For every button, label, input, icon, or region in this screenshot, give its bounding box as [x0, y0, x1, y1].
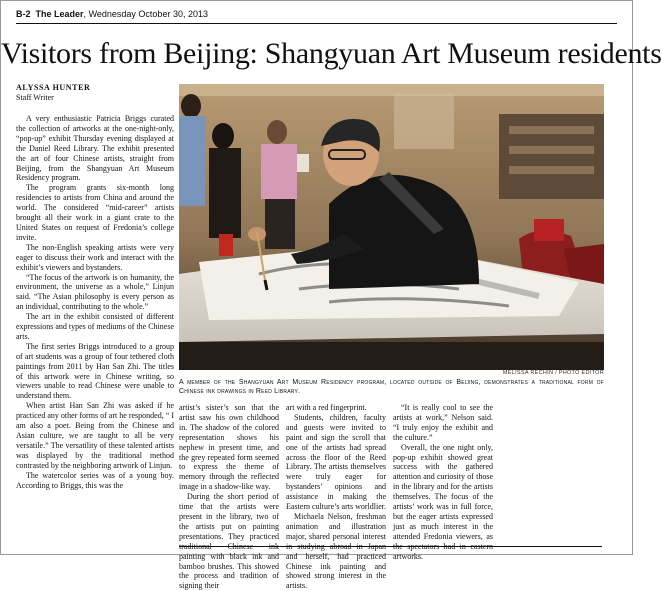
photo-caption: A member of the Shangyuan Art Museum Residency program, located outside of Beijing, demonstrates a traditional form of Chinese ink drawings in Reed Library.: [179, 379, 604, 395]
news-photo: [179, 84, 604, 370]
page-number: B-2: [16, 9, 31, 19]
paragraph: art with a red fingerprint.: [286, 403, 367, 412]
paragraph: Michaela Nelson, freshman animation and illustration major, shared personal interest in studying abroad in Japan and herself, had practiced Chinese ink painting and showed strong interest in the artists.: [286, 511, 386, 591]
page-folio: B-2 The Leader, Wednesday October 30, 2013: [16, 9, 208, 19]
paragraph: The non-English speaking artists were very eager to discuss their work and interact with the exhibit’s viewers and bystanders.: [16, 242, 174, 272]
article-column-4: [393, 403, 493, 562]
article-column-2: [179, 403, 279, 591]
issue-date: Wednesday October 30, 2013: [88, 9, 208, 19]
paragraph: artist’s sister’s son that the artist saw his own childhood in. The shadow of the colored representation shows his nephew in present time, and the grey repeated form seemed to express the theme of memory through the reflected image in a shadow-like way.: [179, 403, 279, 492]
article-column-1: [16, 114, 174, 490]
paragraph: Overall, the one night only, pop-up exhibit showed great success with the gathered attention and curiosity of those in the library and for the artists themselves. The focus of the artists’ work was in full force, but the eager artists expressed just as much interest in the attended Fredonia viewers, as the spectators had in eastern artworks.: [393, 442, 493, 561]
paragraph: The first series Briggs introduced to a group of art students was a group of four tethered cloth paintings from 2011 by Han San Zhi. The titles of this artwork were in Chinese writing, so viewers unable to read Chinese were unable to understand them.: [16, 341, 174, 401]
top-rule: [16, 23, 617, 24]
article-column-3: [286, 403, 386, 591]
byline-title: Staff Writer: [16, 93, 54, 102]
paragraph: When artist Han San Zhi was asked if he practiced any other forms of art he responded, “ I am also a poet. Being from the Chinese and Asian culture, we are taught to all be very versatile.” The versatility of these talented artists was displayed by the traditional method contrasted by the neighboring artwork of Linjun.: [16, 401, 174, 470]
paragraph: A very enthusiastic Patricia Briggs curated the collection of artworks at the one-night-only, “pop-up” exhibit Thursday evening displayed at the Daniel Reed Library. The exhibit presented the art of four Chinese artists, straight from Beijing, from the Shangyuan Art Museum Residency program.: [16, 114, 174, 183]
paragraph: The watercolor series was of a young boy. According to Briggs, this was the: [16, 470, 174, 490]
paragraph: The program grants six-month long residencies to artists from China and around the world. The considered “mid-career” artists brought all their work in a giant crate to the United States on request of Fredonia’s college invite.: [16, 183, 174, 242]
headline: Visitors from Beijing: Shangyuan Art Museum residents: [1, 37, 662, 70]
paragraph: During the short period of time that the artists were present in the library, two of the artists put on painting presentations. They practiced traditional Chinese ink painting with black ink and bamboo brushes. This showed the process and tradition of signing their: [179, 492, 279, 591]
paragraph: “It is really cool to see the artists at work,” Nelson said. “I truly enjoy the exhibit and the culture.”: [393, 403, 493, 442]
paper-name: The Leader: [35, 9, 84, 19]
paragraph: The art in the exhibit consisted of different expressions and types of mediums of the Chinese arts.: [16, 312, 174, 341]
paragraph: Students, children, faculty and guests were invited to paint and sign the scroll that one of the artists had spread across the floor of the Reed Library. The artists themselves were truly eager for bystanders’ opinions and assistance in making the Eastern culture’s arts worldlier.: [286, 412, 386, 512]
photo-credit: MELISSA RECHIN / PHOTO EDITOR: [502, 370, 604, 376]
bottom-rule: [179, 546, 602, 547]
photo-illustration: [179, 84, 604, 370]
byline-name: ALYSSA HUNTER: [16, 83, 91, 92]
paragraph: “The focus of the artwork is on humanity, the environment, the universe as a whole,” Linjun said. “The Asian philosophy is every person as an individual, contributing to the whole.”: [16, 272, 174, 312]
